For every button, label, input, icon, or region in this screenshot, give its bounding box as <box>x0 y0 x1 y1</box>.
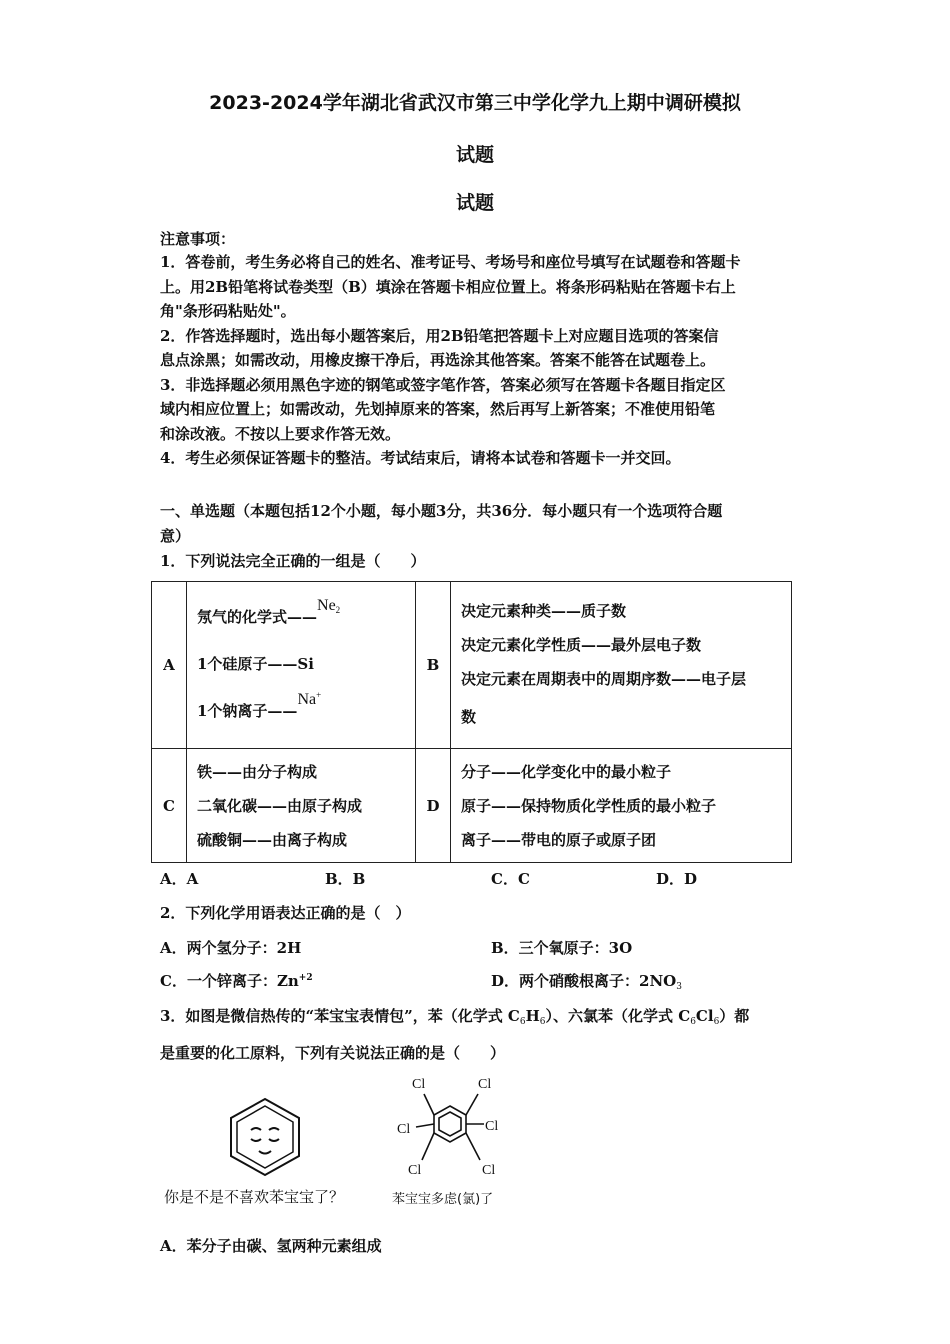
d-line2: 原子——保持物质化学性质的最小粒子 <box>461 796 717 815</box>
q3-stem-line2: 是重要的化工原料，下列有关说法正确的是（ ） <box>160 1044 506 1062</box>
label-b: B <box>426 656 440 674</box>
meme-caption-right: 苯宝宝多虑(氯)了 <box>392 1192 494 1207</box>
q1-stem: 1．下列说法完全正确的一组是（ ） <box>160 552 426 570</box>
page-title-line2: 试题 <box>455 144 494 166</box>
ne-subscript: 2 <box>335 605 341 615</box>
notice-line: 3．非选择题必须用黑色字迹的钢笔或签字笔作答，答案必须写在答题卡各题目指定区 <box>160 375 726 394</box>
notice-line: 息点涂黑；如需改动，用橡皮擦干净后，再选涂其他答案。答案不能答在试题卷上。 <box>160 351 716 369</box>
a-line1-text: 氖气的化学式—— <box>197 608 318 626</box>
q2-option-c <box>160 970 313 991</box>
zn-charge: +2 <box>298 973 313 983</box>
section-heading: 一、单选题（本题包括12个小题，每小题3分，共36分．每小题只有一个选项符合题 <box>160 502 723 520</box>
notice-heading: 注意事项： <box>160 230 236 248</box>
q2-option-d-text: D．两个硝酸根离子：2NO <box>491 972 677 990</box>
q3-stem <box>160 1005 749 1027</box>
q1-option-d: D．D <box>656 870 698 888</box>
cell-b <box>451 582 792 749</box>
b-line1: 决定元素种类——质子数 <box>461 602 627 620</box>
notice-list <box>160 250 800 471</box>
a-line3 <box>197 690 322 721</box>
label-a: A <box>163 656 175 674</box>
cell-label-a <box>152 582 187 749</box>
benzene-emoji-icon <box>225 1095 305 1179</box>
cl-symbol: Cl <box>695 1007 714 1025</box>
subscript: 6 <box>690 1017 696 1027</box>
d-line1: 分子——化学变化中的最小粒子 <box>461 762 672 781</box>
notice-line: 和涂改液。不按以上要求作答无效。 <box>160 424 401 443</box>
notice-line: 角"条形码粘贴处"。 <box>160 302 296 320</box>
ne-symbol: Ne <box>317 597 336 614</box>
a-line1 <box>197 597 341 627</box>
a-line2: 1个硅原子——Si <box>197 655 314 673</box>
notice-line: 2．作答选择题时，选出每小题答案后，用2B铅笔把答题卡上对应题目选项的答案信 <box>160 326 719 345</box>
q2-option-c-text: C．一个锌离子：Zn <box>160 972 299 990</box>
b-line2: 决定元素化学性质——最外层电子数 <box>461 636 702 654</box>
subscript: 6 <box>519 1017 526 1027</box>
meme-caption-left: 你是不是不喜欢苯宝宝了？ <box>164 1188 345 1206</box>
subscript: 6 <box>539 1017 546 1027</box>
a-line3-text: 1个钠离子—— <box>197 702 298 720</box>
cl-label: Cl <box>485 1119 499 1134</box>
q2-option-a: A．两个氢分子：2H <box>160 939 302 957</box>
q1-option-b: B．B <box>325 870 366 888</box>
label-c: C <box>163 796 175 815</box>
notice-line: 4．考生必须保证答题卡的整洁。考试结束后，请将本试卷和答题卡一并交回。 <box>160 449 681 467</box>
label-d: D <box>426 796 440 815</box>
cell-label-b <box>416 582 451 749</box>
q1-option-c: C．C <box>491 870 530 888</box>
notice-line: 域内相应位置上；如需改动，先划掉原来的答案，然后再写上新答案；不准使用铅笔 <box>160 400 716 418</box>
cell-label-d <box>416 749 451 863</box>
cell-c <box>187 749 416 863</box>
cl-label: Cl <box>482 1163 496 1178</box>
section-heading-cont: 意） <box>160 527 191 545</box>
q2-stem: 2．下列化学用语表达正确的是（ ） <box>160 904 411 922</box>
q1-option-a: A．A <box>160 870 199 888</box>
q3-option-a: A．苯分子由碳、氢两种元素组成 <box>160 1237 382 1255</box>
na-superscript: + <box>316 690 322 700</box>
b-line4: 数 <box>461 708 477 726</box>
c-line2: 二氧化碳——由原子构成 <box>197 796 363 815</box>
q3-stem-part3: ）都 <box>719 1007 750 1025</box>
no3-subscript: 3 <box>676 982 682 992</box>
c-line3: 硫酸铜——由离子构成 <box>197 830 348 849</box>
formula-na-plus <box>297 691 321 708</box>
page-title: 2023-2024学年湖北省武汉市第三中学化学九上期中调研模拟 <box>209 92 741 114</box>
q2-option-b: B．三个氧原子：3O <box>491 939 633 957</box>
cl-label: Cl <box>408 1163 422 1178</box>
b-line3: 决定元素在周期表中的周期序数——电子层 <box>461 670 747 688</box>
q1-table <box>151 581 792 863</box>
na-symbol: Na <box>297 691 317 708</box>
q3-stem-part1: 3．如图是微信热传的“苯宝宝表情包”，苯（化学式 C <box>160 1007 520 1025</box>
formula-ne2 <box>317 597 340 614</box>
page-subtitle: 试题 <box>455 192 494 214</box>
cell-label-c <box>152 749 187 863</box>
hexachlorobenzene-structure-icon <box>390 1072 510 1184</box>
cl-label: Cl <box>397 1122 411 1137</box>
d-line3: 离子——带电的原子或原子团 <box>461 830 657 849</box>
cl-label: Cl <box>478 1077 492 1092</box>
q3-stem-part2: ）、六氯苯（化学式 C <box>545 1007 691 1025</box>
cell-a <box>187 582 416 749</box>
cell-d <box>451 749 792 863</box>
cl-label: Cl <box>412 1077 426 1092</box>
c-line1: 铁——由分子构成 <box>197 762 318 781</box>
notice-line: 1．答卷前，考生务必将自己的姓名、准考证号、考场号和座位号填写在试题卷和答题卡 <box>160 253 741 271</box>
notice-line: 上。用2B铅笔将试卷类型（B）填涂在答题卡相应位置上。将条形码粘贴在答题卡右上 <box>160 277 736 296</box>
h-symbol: H <box>525 1007 540 1025</box>
subscript: 6 <box>713 1017 720 1027</box>
q2-option-d <box>491 970 682 992</box>
